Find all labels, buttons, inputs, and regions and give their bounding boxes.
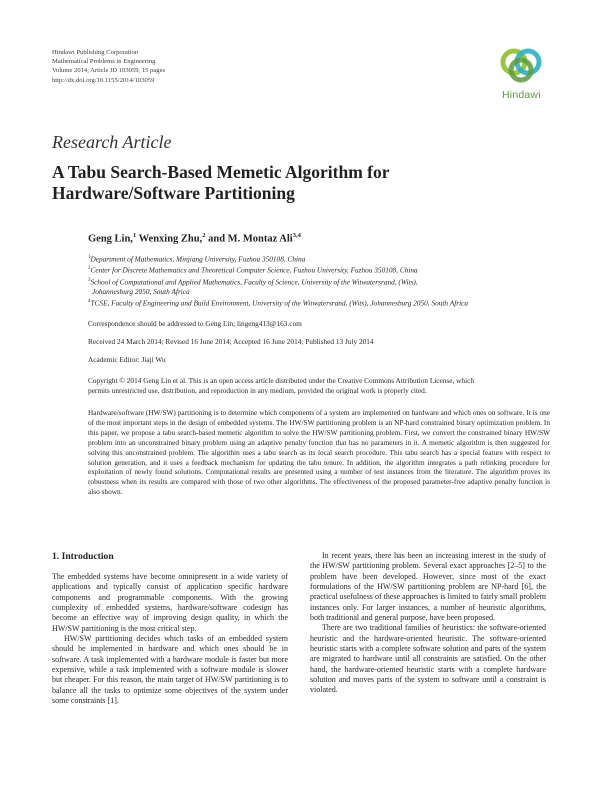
author-name: and M. Montaz Ali bbox=[205, 233, 293, 245]
affiliation-4 bbox=[88, 297, 548, 308]
author-sup: 1 bbox=[132, 232, 137, 239]
academic-editor: Academic Editor: Jiaji Wu bbox=[88, 355, 166, 364]
affiliation-text: School of Computational and Applied Mathematics, Faculty of Science, University of the Witwatersrand, (Wits), bbox=[90, 277, 418, 287]
article-title bbox=[52, 162, 512, 204]
author-name: Wenxing Zhu, bbox=[136, 233, 203, 245]
affiliation-sup: 1 bbox=[88, 255, 91, 260]
title-line-2: Hardware/Software Partitioning bbox=[52, 183, 295, 203]
copyright-line-2: permits unrestricted use, distribution, and reproduction in any medium, provided the original work is properly cited. bbox=[88, 386, 427, 395]
publisher: Hindawi Publishing Corporation bbox=[52, 49, 139, 56]
affiliation-sup: 3 bbox=[88, 278, 91, 283]
abstract: Hardware/software (HW/SW) partitioning is to determine which components of a system are implemented on hardware and which ones on software. It is one of the most important steps in the design of embedded systems. The HW/SW partitioning problem is an NP-hard constrained binary optimization problem. In this paper, we propose a tabu search-based memetic algorithm to solve the HW/SW partitioning problem. First, we convert the constrained binary HW/SW problem into an unconstrained binary problem using an adaptive penalty function that has no parameters in it. A memetic algorithm is then suggested for solving this unconstrained problem. The algorithm uses a tabu search as its local search procedure. This tabu search has a special feature with respect to solution generation, and it uses a feedback mechanism for updating the tabu tenure. In addition, the algorithm integrates a path relinking procedure for exploitation of newly found solutions. Computational results are presented using a number of test instances from the literature. The algorithm proves its robustness when its results are compared with those of two other algorithms. The effectiveness of the proposed parameter-free adaptive penalty function is also shown. bbox=[88, 408, 550, 497]
article-type: Research Article bbox=[52, 132, 172, 152]
section-heading: 1. Introduction bbox=[52, 551, 114, 562]
affiliation-2 bbox=[88, 264, 548, 275]
journal-name: Mathematical Problems in Engineering bbox=[52, 58, 156, 66]
volume-line: Volume 2014, Article ID 103059, 15 pages bbox=[52, 67, 166, 75]
title-line-1: A Tabu Search-Based Memetic Algorithm for bbox=[52, 162, 390, 182]
journal-header bbox=[52, 48, 165, 85]
author-sup: 2 bbox=[202, 232, 206, 239]
correspondence: Correspondence should be addressed to Geng Lin; lingeng413@163.com bbox=[88, 319, 302, 328]
right-column bbox=[310, 551, 546, 696]
publication-dates: Received 24 March 2014; Revised 16 June 2014; Accepted 16 June 2014; Published 13 July 2014 bbox=[88, 337, 374, 346]
copyright bbox=[88, 376, 550, 396]
copyright-line-1: Copyright © 2014 Geng Lin et al. This is an open access article distributed under the Creative Commons Attribution License, which bbox=[88, 376, 474, 385]
paragraph: HW/SW partitioning decides which tasks of an embedded system should be implemented in hardware and which ones should be in software. A task implemented with a hardware module is faster but more expensive, while a task implemented with a software module is slower but cheaper. For this reason, the main target of HW/SW partitioning is to balance all the tasks to optimize some objectives of the system under some constraints [1]. bbox=[52, 634, 288, 706]
affiliation-text: Department of Mathematics, Minjiang University, Fuzhou 350108, China bbox=[90, 254, 306, 264]
affiliation-sup: 2 bbox=[88, 266, 91, 271]
paragraph: The embedded systems have become omnipresent in a wide variety of applications and typically consist of application specific hardware components and programmable components. With the growing complexity of embedded systems, hardware/software codesign has become an effective way of improving design quality, in which the HW/SW partitioning is the most critical step. bbox=[52, 572, 288, 633]
author-list bbox=[88, 232, 301, 245]
affiliation-text: Center for Discrete Mathematics and Theoretical Computer Science, Fuzhou University, Fuzhou 350108, China bbox=[90, 265, 418, 275]
hindawi-logo-icon bbox=[496, 46, 558, 88]
logo-text: Hindawi bbox=[502, 89, 541, 101]
author-sup: 3,4 bbox=[292, 232, 301, 239]
author-name: Geng Lin, bbox=[88, 233, 133, 245]
affiliation-sup: 4 bbox=[88, 299, 91, 304]
affiliation-text-cont: Johannesburg 2050, South Africa bbox=[92, 286, 190, 296]
doi-link[interactable]: http://dx.doi.org/10.1155/2014/103059 bbox=[52, 76, 155, 84]
hindawi-logo bbox=[496, 46, 558, 106]
affiliation-1 bbox=[88, 253, 548, 264]
affiliation-3 bbox=[88, 276, 548, 296]
paragraph: In recent years, there has been an increasing interest in the study of the HW/SW partitioning problem. Several exact approaches [2–5] to the problem have been developed. However, since most of the exact formulations of the HW/SW partitioning problem are NP-hard [6], the practical usefulness of these approaches is limited to fairly small problem instances only. For larger instances, a number of heuristic algorithms, both traditional and general purpose, have been proposed. bbox=[310, 551, 546, 623]
affiliation-text: TCSE, Faculty of Engineering and Build Environment, University of the Witwatersrand, (Wits), Johannesburg 2050, South Africa bbox=[90, 298, 469, 308]
left-column bbox=[52, 572, 288, 706]
paragraph: There are two traditional families of heuristics: the software-oriented heuristic and the hardware-oriented heuristic. The software-oriented heuristic starts with a complete software solution and parts of the system are migrated to hardware until all constraints are satisfied. On the other hand, the hardware-oriented heuristic starts with a complete hardware solution and moves parts of the system to software until a constraint is violated. bbox=[310, 623, 546, 695]
